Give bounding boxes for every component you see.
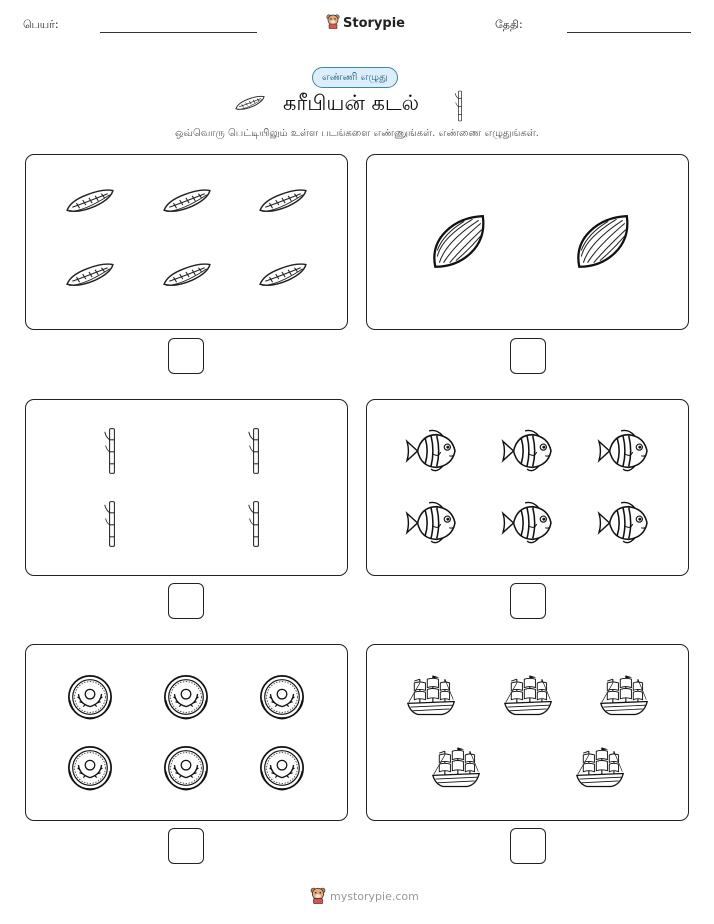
answer-box-coins[interactable] <box>168 828 204 864</box>
bear-mascot-icon <box>310 886 326 907</box>
bamboo-picture <box>105 502 115 547</box>
coconut-picture <box>578 216 627 267</box>
coin-picture <box>261 747 303 790</box>
canoe-picture <box>67 264 113 285</box>
count-box-coconuts <box>366 154 689 330</box>
activity-badge: எண்ணி எழுது <box>312 67 398 88</box>
canoe-picture <box>164 190 210 211</box>
count-box-canoes <box>25 154 348 330</box>
bamboo-picture <box>105 429 115 474</box>
date-label: தேதி: <box>495 18 523 31</box>
canoe-picture <box>164 264 210 285</box>
brand-name: Storypie <box>343 15 405 31</box>
canoe-picture <box>260 190 306 211</box>
brand-logo <box>326 13 405 33</box>
answer-box-fish[interactable] <box>510 583 546 619</box>
count-box-coins <box>25 644 348 821</box>
bear-mascot-icon <box>326 13 340 33</box>
instructions: ஒவ்வொரு பெட்டியிலும் உள்ள படங்களை எண்ணுங்கள். எண்ணை எழுதுங்கள். <box>175 128 539 139</box>
footer-link[interactable]: mystorypie.com <box>330 890 419 903</box>
coin-picture <box>69 747 111 790</box>
canoe-picture <box>260 264 306 285</box>
name-write-line[interactable] <box>100 32 257 33</box>
count-box-fish <box>366 399 689 576</box>
ship-picture <box>433 748 479 787</box>
ship-picture <box>601 676 647 715</box>
fish-picture <box>599 430 647 470</box>
ship-picture <box>577 748 623 787</box>
fish-picture <box>503 502 551 542</box>
bamboo-picture <box>249 502 259 547</box>
ship-picture <box>505 676 551 715</box>
coconut-picture <box>434 216 483 267</box>
bamboo-picture <box>249 429 259 474</box>
answer-box-ships[interactable] <box>510 828 546 864</box>
fish-picture <box>503 430 551 470</box>
coin-picture <box>165 747 207 790</box>
canoe-icon <box>234 92 266 114</box>
coin-picture <box>261 676 303 719</box>
count-box-ships <box>366 644 689 821</box>
name-label: பெயர்: <box>23 18 59 31</box>
footer <box>310 886 419 907</box>
ship-picture <box>408 676 454 715</box>
fish-picture <box>599 502 647 542</box>
coin-picture <box>69 676 111 719</box>
bamboo-icon <box>453 90 467 122</box>
page-title: கரீபியன் கடல் <box>283 91 420 115</box>
canoe-picture <box>67 190 113 211</box>
answer-box-canoes[interactable] <box>168 338 204 374</box>
answer-box-bamboo[interactable] <box>168 583 204 619</box>
coin-picture <box>165 676 207 719</box>
date-write-line[interactable] <box>567 32 691 33</box>
fish-picture <box>407 430 455 470</box>
count-box-bamboo <box>25 399 348 576</box>
answer-box-coconuts[interactable] <box>510 338 546 374</box>
fish-picture <box>407 502 455 542</box>
